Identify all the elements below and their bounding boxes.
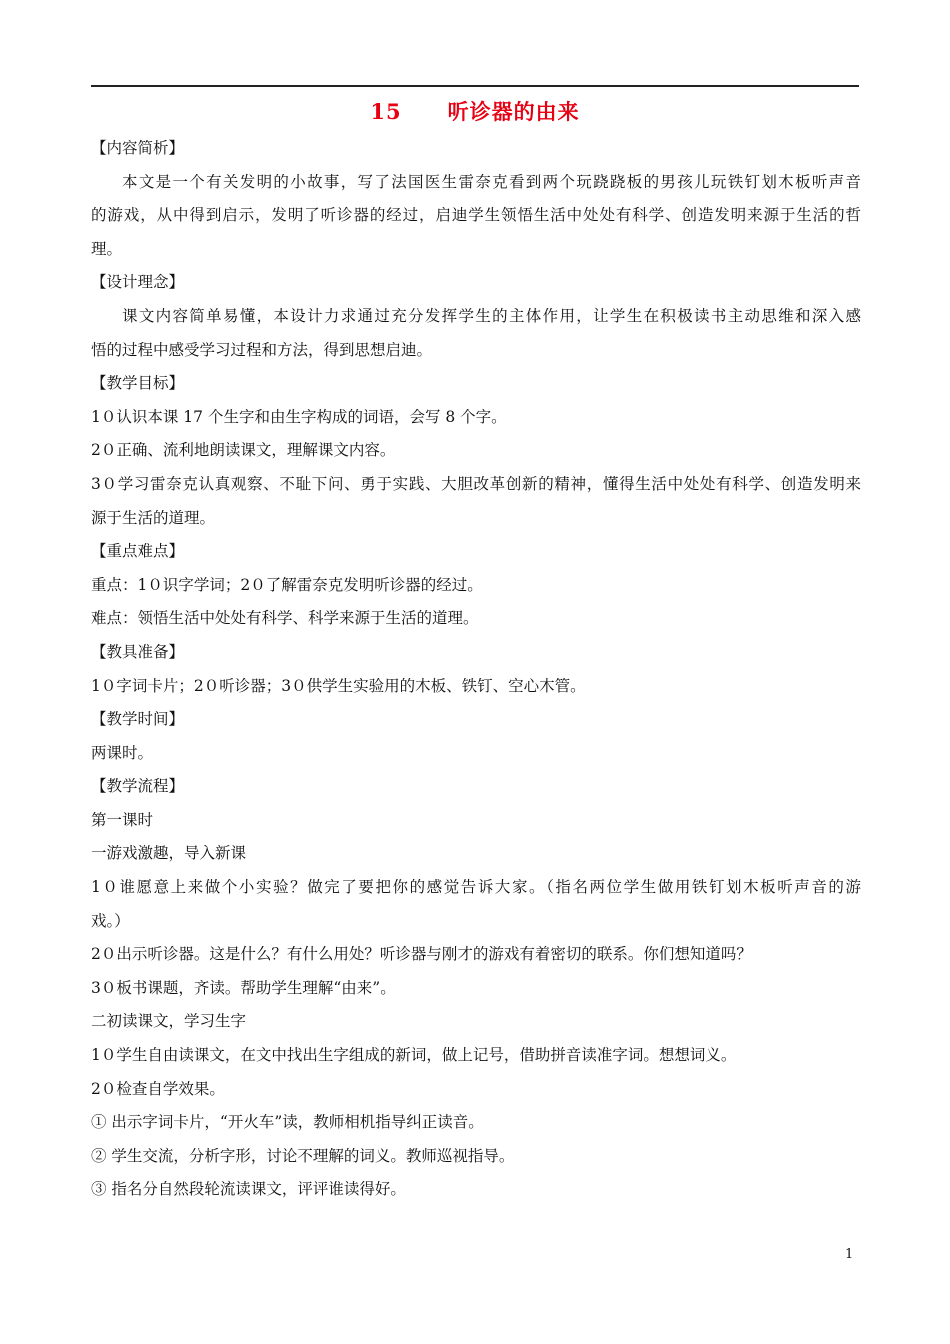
- lesson-title: [0, 96, 950, 126]
- document-body: [91, 132, 861, 1207]
- text-line: 3０板书课题，齐读。帮助学生理解“由来”。: [91, 978, 396, 997]
- lesson-title-text: 听诊器的由来: [447, 99, 580, 124]
- page-number: 1: [845, 1247, 854, 1262]
- text-line: 理。: [91, 239, 123, 258]
- text-line: ② 学生交流，分析字形，讨论不理解的词义。教师巡视指导。: [91, 1146, 515, 1165]
- text-line: 3０学习雷奈克认真观察、不耻下问、勇于实践、大胆改革创新的精神，懂得生活中处处有科学、创造发明来: [91, 474, 861, 493]
- section-heading: 【设计理念】: [91, 273, 185, 292]
- text-line: 一游戏激趣，导入新课: [91, 844, 247, 863]
- section-heading: 【教具准备】: [91, 642, 185, 661]
- section-heading: 【重点难点】: [91, 542, 185, 561]
- text-line: 二初读课文，学习生字: [91, 1012, 247, 1031]
- text-line: ③ 指名分自然段轮流读课文，评评谁读得好。: [91, 1180, 406, 1199]
- text-line: 难点：领悟生活中处处有科学、科学来源于生活的道理。: [91, 609, 479, 628]
- text-line: 1０字词卡片；2０听诊器；3０供学生实验用的木板、铁钉、空心木管。: [91, 676, 586, 695]
- section-heading: 【内容简析】: [91, 139, 185, 157]
- text-line: 2０检查自学效果。: [91, 1079, 225, 1098]
- text-line: 本文是一个有关发明的小故事，写了法国医生雷奈克看到两个玩跷跷板的男孩儿玩铁钉划木板听声音: [122, 172, 861, 191]
- section-heading: 【教学目标】: [91, 374, 185, 393]
- section-heading: 【教学时间】: [91, 710, 185, 729]
- text-line: 戏。）: [91, 911, 130, 930]
- text-line: 重点：1０识字学词；2０了解雷奈克发明听诊器的经过。: [91, 575, 483, 594]
- text-line: 的游戏，从中得到启示，发明了听诊器的经过，启迪学生领悟生活中处处有科学、创造发明来源于生活的哲: [91, 206, 861, 225]
- text-line: 1０认识本课 17 个生字和由生字构成的词语，会写 8 个字。: [91, 407, 507, 426]
- text-line: 课文内容简单易懂，本设计力求通过充分发挥学生的主体作用，让学生在积极读书主动思维和深入感: [122, 306, 861, 325]
- text-line: 1０谁愿意上来做个小实验？做完了要把你的感觉告诉大家。（指名两位学生做用铁钉划木板听声音的游: [91, 878, 861, 897]
- header-rule: [91, 85, 859, 87]
- text-line: 1０学生自由读课文，在文中找出生字组成的新词，做上记号，借助拼音读准字词。想想词义。: [91, 1046, 737, 1065]
- text-line: 源于生活的道理。: [91, 508, 216, 527]
- text-line: ① 出示字词卡片，“开火车”读，教师相机指导纠正读音。: [91, 1113, 484, 1132]
- text-line: 悟的过程中感受学习过程和方法，得到思想启迪。: [91, 340, 433, 359]
- text-line: 2０正确、流利地朗读课文，理解课文内容。: [91, 441, 396, 460]
- lesson-number: 15: [370, 99, 402, 124]
- text-line: 两课时。: [91, 743, 154, 762]
- text-line: 2０出示听诊器。这是什么？有什么用处？听诊器与刚才的游戏有着密切的联系。你们想知道吗？: [91, 945, 752, 964]
- text-line: 第一课时: [91, 810, 154, 829]
- section-heading: 【教学流程】: [91, 777, 185, 796]
